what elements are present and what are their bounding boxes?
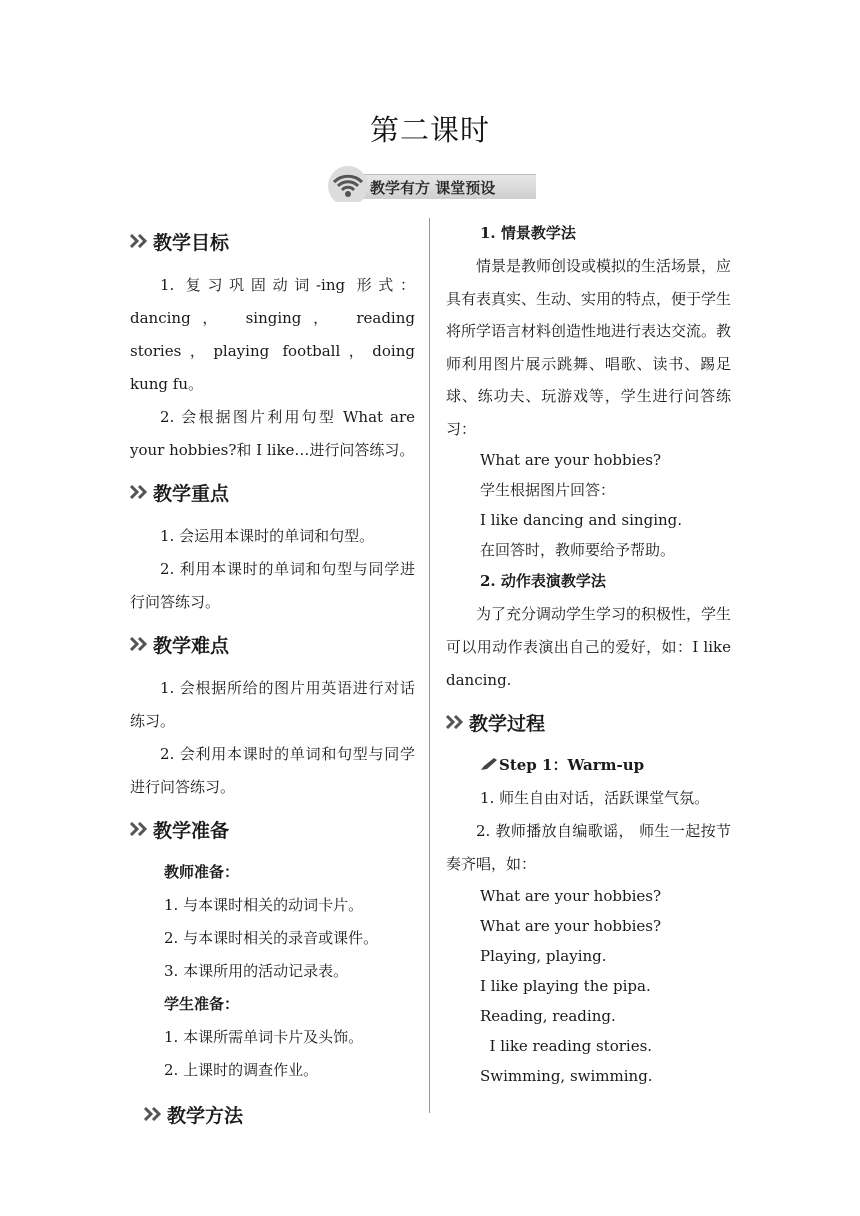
key-2: 2. 利用本课时的单词和句型与同学进行问答练习。 (130, 560, 415, 611)
answer-intro: 学生根据图片回答： (480, 481, 616, 499)
heading-text: 教学方法 (167, 1104, 244, 1127)
heading-method (130, 1099, 415, 1129)
heading-prep (130, 814, 415, 844)
student-prep-label: 学生准备： (164, 995, 240, 1013)
step-1-title (446, 749, 731, 782)
song-line: I like playing the pipa. (480, 977, 651, 995)
step-1-label: Step 1：Warm-up (499, 756, 645, 774)
song-line: I like reading stories. (480, 1037, 653, 1055)
double-chevron-icon (130, 234, 152, 248)
double-chevron-icon (144, 1107, 166, 1121)
heading-text: 教学准备 (153, 819, 230, 842)
double-chevron-icon (446, 715, 468, 729)
step-1-item-1: 1. 师生自由对话，活跃课堂气氛。 (480, 789, 710, 807)
song-line: What are your hobbies? (480, 917, 661, 935)
heading-text: 教学目标 (153, 231, 230, 254)
double-chevron-icon (130, 637, 152, 651)
teacher-prep-2: 2. 与本课时相关的录音或课件。 (164, 929, 379, 947)
heading-key (130, 477, 415, 507)
goal-1: 1. 复习巩固动词-ing 形式：dancing， singing， reading stories，playing football，doing kung fu。 (130, 276, 415, 393)
method-2-title: 2. 动作表演教学法 (480, 572, 606, 590)
song-line: What are your hobbies? (480, 887, 661, 905)
page-title: 第二课时 (369, 113, 490, 147)
teacher-prep-1: 1. 与本课时相关的动词卡片。 (164, 896, 364, 914)
left-column (130, 222, 415, 1129)
method-1-text: 情景是教师创设或模拟的生活场景，应具有表真实、生动、实用的特点，便于学生将所学语言材料创造性地进行表达交流。教师利用图片展示跳舞、唱歌、读书、踢足球、练功夫、玩游戏等，学生进行问答练习： (446, 257, 732, 438)
heading-text: 教学过程 (469, 712, 546, 735)
column-divider (429, 218, 430, 1113)
method-2-text: 为了充分调动学生学习的积极性，学生可以用动作表演出自己的爱好，如：I like dancing. (446, 605, 732, 689)
double-chevron-icon (130, 485, 152, 499)
difficult-2: 2. 会利用本课时的单词和句型与同学进行问答练习。 (130, 745, 415, 796)
section-banner (326, 160, 538, 202)
heading-goals (130, 226, 415, 256)
song-line: Playing, playing. (480, 947, 607, 965)
song-line: Swimming, swimming. (480, 1067, 653, 1085)
teacher-prep-3: 3. 本课所用的活动记录表。 (164, 962, 349, 980)
heading-text: 教学难点 (153, 634, 230, 657)
help-note: 在回答时，教师要给予帮助。 (480, 541, 676, 559)
heading-difficult (130, 629, 415, 659)
heading-text: 教学重点 (153, 482, 230, 505)
difficult-1: 1. 会根据所给的图片用英语进行对话练习。 (130, 679, 415, 730)
answer-1: I like dancing and singing. (480, 511, 683, 529)
question-1: What are your hobbies? (480, 451, 661, 469)
heading-process (446, 707, 731, 737)
right-column (446, 222, 731, 1091)
double-chevron-icon (130, 822, 152, 836)
pen-icon (480, 757, 498, 771)
goal-2: 2. 会根据图片利用句型 What are your hobbies?和 I like…进行问答练习。 (130, 408, 415, 459)
step-1-item-2: 2. 教师播放自编歌谣， 师生一起按节奏齐唱，如： (446, 822, 731, 873)
song-line: Reading, reading. (480, 1007, 616, 1025)
banner-text: 教学有方 课堂预设 (370, 179, 496, 197)
key-1: 1. 会运用本课时的单词和句型。 (160, 527, 375, 545)
student-prep-2: 2. 上课时的调查作业。 (164, 1061, 319, 1079)
signal-icon (326, 160, 370, 202)
method-1-title: 1. 情景教学法 (480, 224, 576, 242)
student-prep-1: 1. 本课所需单词卡片及头饰。 (164, 1028, 364, 1046)
teacher-prep-label: 教师准备： (164, 863, 240, 881)
